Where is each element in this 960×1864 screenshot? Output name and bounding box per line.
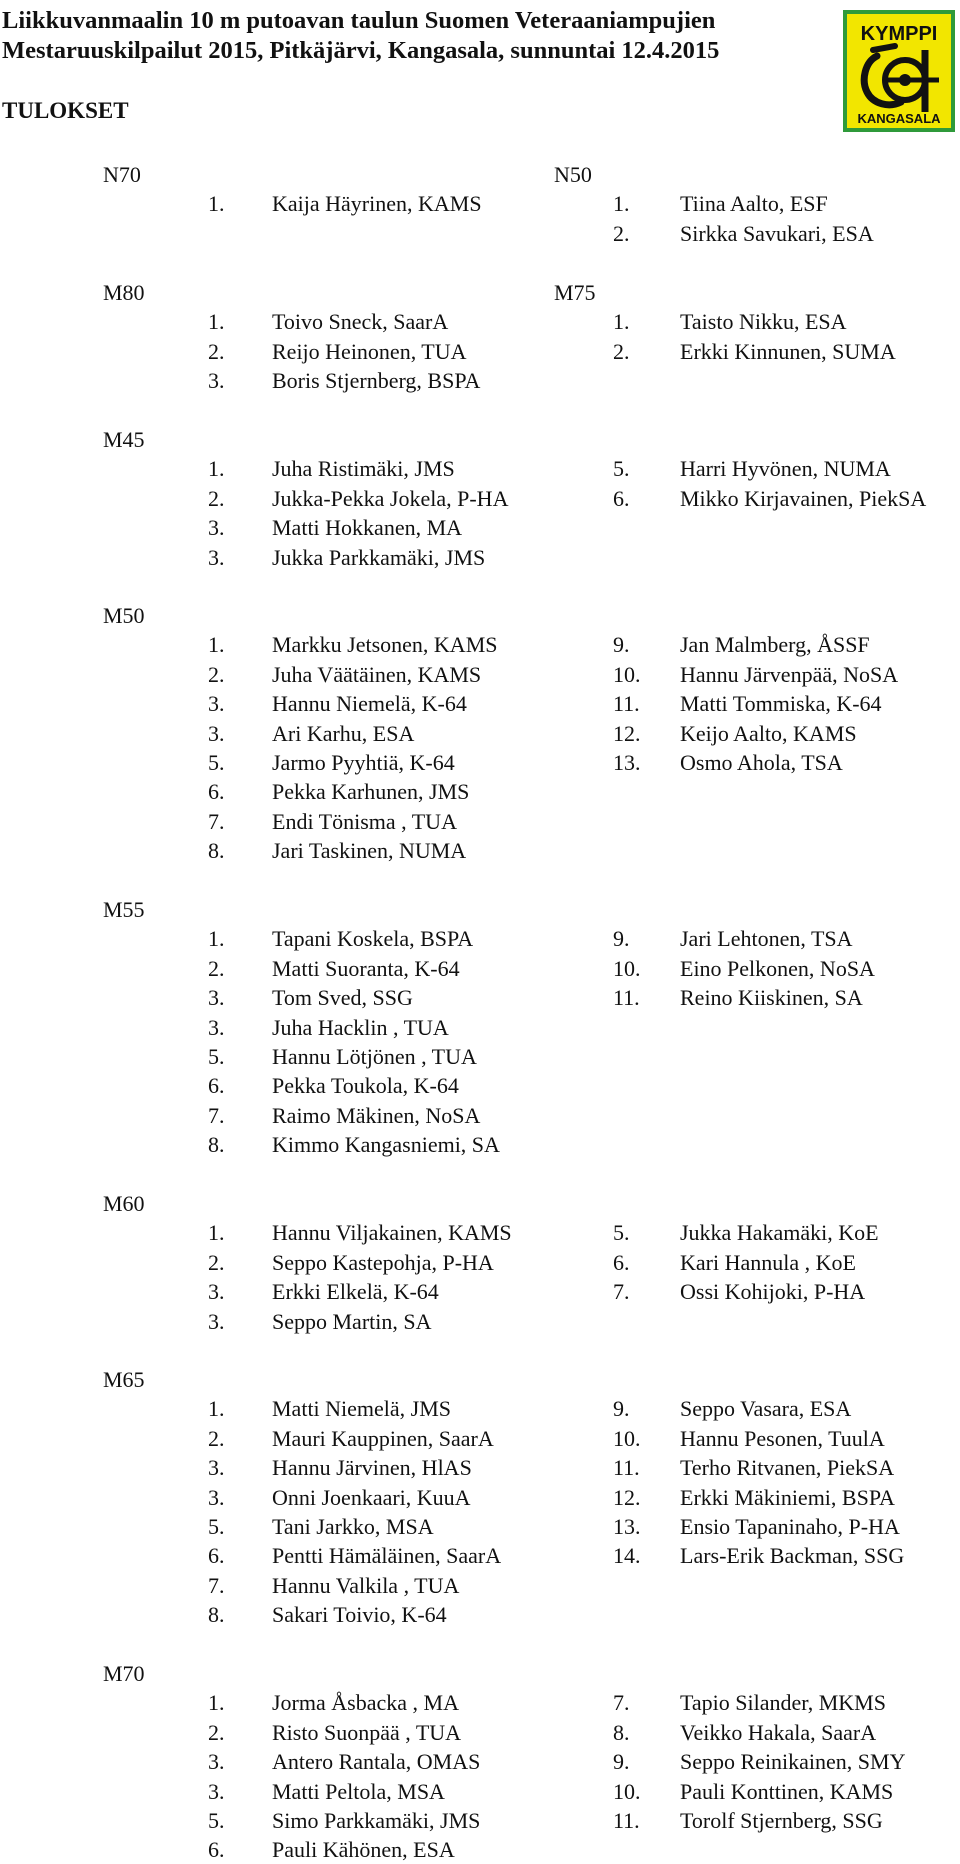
- result-rank: 2.: [208, 1249, 225, 1275]
- result-rank: 3.: [208, 1014, 225, 1040]
- result-rank: 13.: [613, 750, 641, 775]
- category-label: M80: [103, 280, 145, 305]
- result-name: Hannu Niemelä, K-64: [272, 691, 467, 717]
- result-rank: 2.: [613, 338, 630, 364]
- result-rank: 9.: [613, 632, 630, 658]
- result-name: Erkki Elkelä, K-64: [272, 1279, 439, 1305]
- result-name: Torolf Stjernberg, SSG: [680, 1808, 883, 1833]
- result-rank: 12.: [613, 1484, 641, 1510]
- result-rank: 3.: [208, 1279, 225, 1305]
- result-name: Jarmo Pyyhtiä, K-64: [272, 750, 455, 775]
- category-label: N70: [103, 162, 141, 187]
- result-rank: 8.: [208, 838, 225, 864]
- result-rank: 5.: [208, 1808, 225, 1833]
- result-rank: 5.: [613, 456, 630, 482]
- result-name: Tapio Silander, MKMS: [680, 1690, 886, 1716]
- result-name: Pentti Hämäläinen, SaarA: [272, 1543, 502, 1569]
- result-rank: 3.: [208, 1749, 225, 1775]
- result-name: Juha Väätäinen, KAMS: [272, 661, 482, 687]
- result-name: Lars-Erik Backman, SSG: [680, 1543, 905, 1569]
- result-rank: 9.: [613, 1396, 630, 1422]
- category-label: M70: [103, 1661, 145, 1686]
- result-rank: 13.: [613, 1514, 641, 1539]
- result-rank: 12.: [613, 720, 641, 746]
- category-label: M65: [103, 1367, 145, 1392]
- result-name: Ari Karhu, ESA: [272, 720, 415, 746]
- result-name: Jari Taskinen, NUMA: [272, 838, 467, 864]
- result-rank: 11.: [613, 1455, 640, 1481]
- document-title: [2, 6, 719, 66]
- result-name: Simo Parkkamäki, JMS: [272, 1808, 481, 1833]
- result-name: Toivo Sneck, SaarA: [272, 309, 449, 335]
- result-rank: 2.: [208, 955, 225, 981]
- result-name: Markku Jetsonen, KAMS: [272, 632, 498, 658]
- title-line-2: Mestaruuskilpailut 2015, Pitkäjärvi, Kangasala, sunnuntai 12.4.2015: [2, 37, 720, 64]
- result-rank: 6.: [208, 779, 225, 805]
- result-name: Seppo Vasara, ESA: [680, 1396, 852, 1422]
- result-name: Pekka Toukola, K-64: [272, 1073, 459, 1099]
- result-name: Matti Suoranta, K-64: [272, 955, 460, 981]
- result-name: Kaija Häyrinen, KAMS: [272, 191, 482, 217]
- result-rank: 3.: [208, 691, 225, 717]
- result-name: Tom Sved, SSG: [272, 985, 413, 1011]
- category-label: N50: [554, 162, 592, 187]
- result-name: Mikko Kirjavainen, PiekSA: [680, 485, 927, 511]
- result-rank: 5.: [208, 1514, 225, 1539]
- result-name: Pauli Kähönen, ESA: [272, 1837, 455, 1863]
- result-name: Ensio Tapaninaho, P-HA: [680, 1514, 900, 1539]
- result-name: Jukka-Pekka Jokela, P-HA: [272, 485, 509, 511]
- logo-top-text: KYMPPI: [860, 23, 938, 45]
- result-name: Endi Tönisma , TUA: [272, 808, 457, 834]
- result-rank: 11.: [613, 985, 640, 1011]
- result-rank: 7.: [613, 1690, 630, 1716]
- result-name: Osmo Ahola, TSA: [680, 750, 843, 775]
- result-name: Reino Kiiskinen, SA: [680, 985, 863, 1011]
- result-name: Raimo Mäkinen, NoSA: [272, 1102, 481, 1128]
- result-name: Hannu Valkila , TUA: [272, 1572, 460, 1598]
- result-name: Matti Hokkanen, MA: [272, 515, 463, 541]
- result-name: Hannu Pesonen, TuulA: [680, 1425, 885, 1451]
- result-name: Seppo Martin, SA: [272, 1308, 432, 1334]
- result-name: Harri Hyvönen, NUMA: [680, 456, 891, 482]
- result-rank: 1.: [208, 632, 225, 658]
- result-name: Kari Hannula , KoE: [680, 1249, 856, 1275]
- result-name: Hannu Järvinen, HlAS: [272, 1455, 472, 1481]
- result-name: Kimmo Kangasniemi, SA: [272, 1132, 500, 1158]
- result-rank: 3.: [208, 720, 225, 746]
- result-rank: 6.: [613, 485, 630, 511]
- result-name: Matti Niemelä, JMS: [272, 1396, 452, 1422]
- result-rank: 1.: [208, 926, 225, 952]
- result-rank: 1.: [208, 309, 225, 335]
- result-rank: 1.: [208, 1396, 225, 1422]
- result-name: Terho Ritvanen, PiekSA: [680, 1455, 895, 1481]
- result-rank: 2.: [208, 338, 225, 364]
- result-name: Tapani Koskela, BSPA: [272, 926, 474, 952]
- result-rank: 3.: [208, 515, 225, 541]
- result-rank: 8.: [208, 1132, 225, 1158]
- result-rank: 14.: [613, 1543, 641, 1569]
- result-name: Juha Ristimäki, JMS: [272, 456, 455, 482]
- result-rank: 9.: [613, 1749, 630, 1775]
- result-rank: 1.: [613, 191, 630, 217]
- result-name: Taisto Nikku, ESA: [680, 309, 847, 335]
- result-rank: 6.: [208, 1543, 225, 1569]
- result-name: Veikko Hakala, SaarA: [680, 1719, 877, 1745]
- result-name: Juha Hacklin , TUA: [272, 1014, 449, 1040]
- result-name: Onni Joenkaari, KuuA: [272, 1484, 471, 1510]
- result-name: Jukka Hakamäki, KoE: [680, 1220, 879, 1246]
- result-rank: 8.: [208, 1602, 225, 1628]
- result-name: Sirkka Savukari, ESA: [680, 220, 874, 246]
- result-name: Tani Jarkko, MSA: [272, 1514, 434, 1539]
- result-rank: 11.: [613, 1808, 640, 1833]
- result-name: Boris Stjernberg, BSPA: [272, 368, 481, 394]
- result-name: Pauli Konttinen, KAMS: [680, 1778, 894, 1804]
- result-name: Erkki Mäkiniemi, BSPA: [680, 1484, 895, 1510]
- result-name: Hannu Järvenpää, NoSA: [680, 661, 899, 687]
- category-label: M75: [554, 280, 596, 305]
- kymppi-logo-icon: [843, 10, 955, 132]
- result-name: Pekka Karhunen, JMS: [272, 779, 470, 805]
- result-rank: 1.: [208, 456, 225, 482]
- result-rank: 8.: [613, 1719, 630, 1745]
- result-rank: 11.: [613, 691, 640, 717]
- result-rank: 1.: [613, 309, 630, 335]
- result-name: Tiina Aalto, ESF: [680, 191, 828, 217]
- result-rank: 9.: [613, 926, 630, 952]
- result-rank: 3.: [208, 544, 225, 570]
- result-rank: 2.: [613, 220, 630, 246]
- result-name: Eino Pelkonen, NoSA: [680, 955, 875, 981]
- result-rank: 1.: [208, 1220, 225, 1246]
- result-rank: 10.: [613, 1778, 641, 1804]
- result-rank: 2.: [208, 485, 225, 511]
- result-rank: 7.: [208, 808, 225, 834]
- result-name: Jorma Åsbacka , MA: [272, 1690, 459, 1716]
- result-name: Jan Malmberg, ÅSSF: [680, 632, 870, 658]
- result-rank: 3.: [208, 368, 225, 394]
- result-name: Erkki Kinnunen, SUMA: [680, 338, 896, 364]
- result-rank: 7.: [613, 1279, 630, 1305]
- category-label: M45: [103, 427, 145, 452]
- result-rank: 3.: [208, 1308, 225, 1334]
- result-rank: 3.: [208, 985, 225, 1011]
- result-name: Risto Suonpää , TUA: [272, 1719, 462, 1745]
- result-rank: 6.: [613, 1249, 630, 1275]
- result-name: Matti Tommiska, K-64: [680, 691, 882, 717]
- result-name: Jukka Parkkamäki, JMS: [272, 544, 486, 570]
- result-name: Jari Lehtonen, TSA: [680, 926, 853, 952]
- result-name: Antero Rantala, OMAS: [272, 1749, 481, 1775]
- result-rank: 5.: [613, 1220, 630, 1246]
- result-name: Keijo Aalto, KAMS: [680, 720, 857, 746]
- result-rank: 5.: [208, 1044, 225, 1069]
- result-rank: 3.: [208, 1778, 225, 1804]
- result-rank: 2.: [208, 661, 225, 687]
- result-rank: 6.: [208, 1073, 225, 1099]
- result-name: Mauri Kauppinen, SaarA: [272, 1425, 494, 1451]
- result-rank: 5.: [208, 750, 225, 775]
- result-rank: 10.: [613, 1425, 641, 1451]
- results-heading: TULOKSET: [2, 98, 129, 123]
- result-rank: 10.: [613, 955, 641, 981]
- result-name: Hannu Viljakainen, KAMS: [272, 1220, 512, 1246]
- category-label: M60: [103, 1191, 145, 1216]
- logo-bottom-text: KANGASALA: [857, 111, 941, 126]
- result-rank: 1.: [208, 191, 225, 217]
- category-label: M55: [103, 897, 145, 922]
- kymppi-kangasala-logo: [843, 10, 955, 132]
- result-rank: 3.: [208, 1484, 225, 1510]
- result-name: Reijo Heinonen, TUA: [272, 338, 467, 364]
- result-name: Matti Peltola, MSA: [272, 1778, 445, 1804]
- title-line-1: Liikkuvanmaalin 10 m putoavan taulun Suomen Veteraaniampujien: [2, 7, 716, 34]
- result-rank: 7.: [208, 1102, 225, 1128]
- category-label: M50: [103, 603, 145, 628]
- result-name: Hannu Lötjönen , TUA: [272, 1044, 477, 1069]
- result-rank: 1.: [208, 1690, 225, 1716]
- result-rank: 2.: [208, 1425, 225, 1451]
- result-rank: 7.: [208, 1572, 225, 1598]
- result-name: Seppo Kastepohja, P-HA: [272, 1249, 494, 1275]
- result-rank: 10.: [613, 661, 641, 687]
- result-rank: 6.: [208, 1837, 225, 1863]
- result-rank: 2.: [208, 1719, 225, 1745]
- result-name: Ossi Kohijoki, P-HA: [680, 1279, 866, 1305]
- result-rank: 3.: [208, 1455, 225, 1481]
- result-name: Seppo Reinikainen, SMY: [680, 1749, 906, 1775]
- result-name: Sakari Toivio, K-64: [272, 1602, 447, 1628]
